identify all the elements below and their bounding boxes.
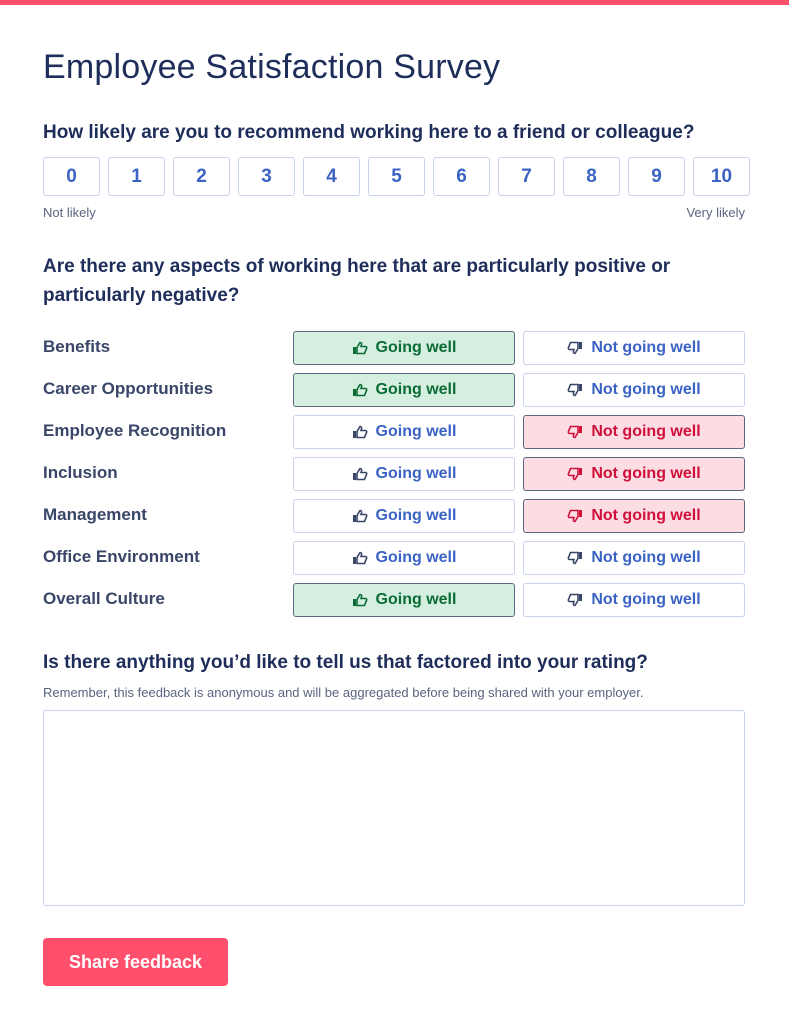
- thumbs-down-icon: [567, 592, 583, 608]
- aspect-label: Employee Recognition: [43, 421, 227, 440]
- not-going-well-button[interactable]: [523, 499, 745, 533]
- feedback-question: Is there anything you’d like to tell us that factored into your rating?: [43, 652, 648, 673]
- feedback-note: Remember, this feedback is anonymous and will be aggregated before being shared with your employer.: [43, 685, 644, 700]
- aspect-label: Career Opportunities: [43, 379, 214, 398]
- not-going-well-button[interactable]: [523, 331, 745, 365]
- thumbs-up-icon: [352, 592, 368, 608]
- nps-option-0[interactable]: 0: [43, 157, 100, 196]
- thumbs-up-icon: [352, 340, 368, 356]
- feedback-textarea[interactable]: [43, 710, 745, 906]
- page-title: Employee Satisfaction Survey: [43, 48, 501, 86]
- nps-option-2[interactable]: 2: [173, 157, 230, 196]
- aspect-label: Benefits: [43, 337, 111, 356]
- going-well-label: Going well: [375, 507, 457, 524]
- not-going-well-button[interactable]: [523, 415, 745, 449]
- aspect-row: [43, 499, 745, 533]
- aspect-row: [43, 331, 745, 365]
- thumbs-up-icon: [352, 382, 368, 398]
- going-well-label: Going well: [375, 381, 457, 398]
- nps-option-3[interactable]: 3: [238, 157, 295, 196]
- not-going-well-label: Not going well: [591, 423, 701, 440]
- going-well-button[interactable]: [293, 373, 515, 407]
- nps-option-5[interactable]: 5: [368, 157, 425, 196]
- thumbs-down-icon: [567, 424, 583, 440]
- going-well-label: Going well: [375, 339, 457, 356]
- aspect-row: [43, 583, 745, 617]
- nps-option-10[interactable]: 10: [693, 157, 750, 196]
- thumbs-up-icon: [352, 508, 368, 524]
- aspect-row: [43, 457, 745, 491]
- thumbs-down-icon: [567, 550, 583, 566]
- not-going-well-button[interactable]: [523, 373, 745, 407]
- nps-high-label: Very likely: [686, 205, 745, 220]
- not-going-well-button[interactable]: [523, 541, 745, 575]
- nps-scale: [43, 157, 750, 196]
- not-going-well-button[interactable]: [523, 583, 745, 617]
- not-going-well-label: Not going well: [591, 381, 701, 398]
- not-going-well-label: Not going well: [591, 591, 701, 608]
- aspect-row: [43, 415, 745, 449]
- top-accent-bar: [0, 0, 789, 5]
- not-going-well-label: Not going well: [591, 549, 701, 566]
- nps-option-4[interactable]: 4: [303, 157, 360, 196]
- thumbs-up-icon: [352, 466, 368, 482]
- going-well-label: Going well: [375, 549, 457, 566]
- nps-question: How likely are you to recommend working here to a friend or colleague?: [43, 122, 695, 143]
- going-well-button[interactable]: [293, 583, 515, 617]
- aspects-question: Are there any aspects of working here that are particularly positive or particularly negative?: [43, 256, 671, 306]
- nps-option-7[interactable]: 7: [498, 157, 555, 196]
- share-feedback-button[interactable]: Share feedback: [43, 938, 228, 986]
- going-well-label: Going well: [375, 423, 457, 440]
- nps-option-6[interactable]: 6: [433, 157, 490, 196]
- thumbs-down-icon: [567, 340, 583, 356]
- thumbs-up-icon: [352, 424, 368, 440]
- aspect-row: [43, 373, 745, 407]
- aspect-row: [43, 541, 745, 575]
- nps-option-8[interactable]: 8: [563, 157, 620, 196]
- going-well-button[interactable]: [293, 499, 515, 533]
- nps-low-label: Not likely: [43, 205, 96, 220]
- going-well-button[interactable]: [293, 541, 515, 575]
- not-going-well-label: Not going well: [591, 339, 701, 356]
- going-well-label: Going well: [375, 591, 457, 608]
- aspect-label: Management: [43, 505, 147, 524]
- aspect-label: Inclusion: [43, 463, 118, 482]
- going-well-label: Going well: [375, 465, 457, 482]
- going-well-button[interactable]: [293, 331, 515, 365]
- thumbs-down-icon: [567, 508, 583, 524]
- thumbs-down-icon: [567, 382, 583, 398]
- aspect-label: Overall Culture: [43, 589, 165, 608]
- not-going-well-label: Not going well: [591, 507, 701, 524]
- going-well-button[interactable]: [293, 415, 515, 449]
- not-going-well-button[interactable]: [523, 457, 745, 491]
- not-going-well-label: Not going well: [591, 465, 701, 482]
- thumbs-down-icon: [567, 466, 583, 482]
- thumbs-up-icon: [352, 550, 368, 566]
- aspect-label: Office Environment: [43, 547, 200, 566]
- nps-option-9[interactable]: 9: [628, 157, 685, 196]
- nps-option-1[interactable]: 1: [108, 157, 165, 196]
- going-well-button[interactable]: [293, 457, 515, 491]
